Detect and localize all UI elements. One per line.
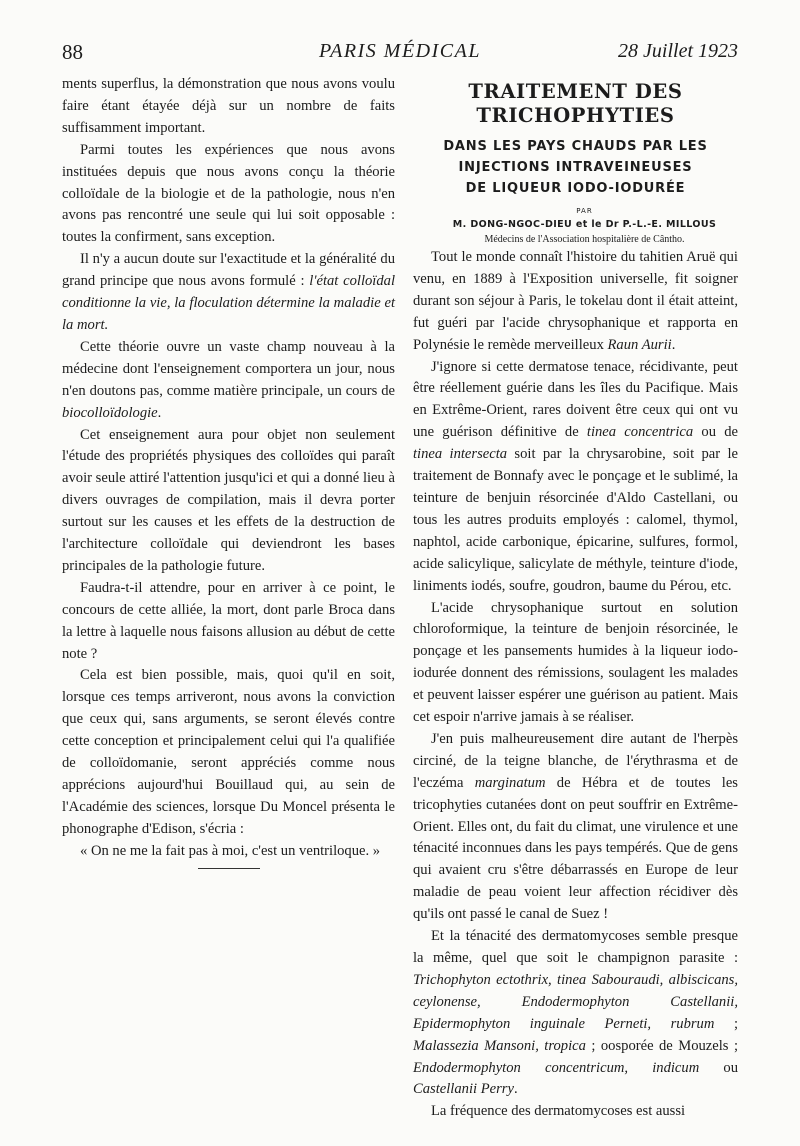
issue-date: 28 Juillet 1923 xyxy=(618,40,738,62)
byline-authors: M. DONG-NGOC-DIEU et le Dr P.-L.-E. MILLOUS xyxy=(452,219,717,230)
paragraph: ments superflus, la démonstration que nous avons voulu faire étant étayée déjà sur un nombre de faits suffisamment important. xyxy=(62,76,395,136)
byline-affiliation: Médecins de l'Association hospitalière de Cântho. xyxy=(484,234,685,245)
paragraph: Cela est bien possible, mais, quoi qu'il en soit, lorsque ces temps arriveront, nous avons la conviction que ceux qui, sans arguments, se seront élevés contre cette conception et principalement celui qui l'a qualifiée de colloïdomanie, seront appréciés comme nous apprécions aujourd'hui Bouillaud qui, au sein de l'Académie des sciences, lorsque Du Moncel présenta le phonographe d'Edison, s'écria : xyxy=(62,667,395,837)
paragraph: La fréquence des dermatomycoses est aussi xyxy=(431,1103,686,1120)
article-subtitle: DANS LES PAYS CHAUDS PAR LES INJECTIONS INTRAVEINEUSES DE LIQUEUR IODO-IODURÉE xyxy=(443,139,708,196)
paragraph: Tout le monde connaît l'histoire du tahitien Aruë qui venu, en 1889 à l'Exposition universelle, fit soigner durant son séjour à Paris, le tokelau dont il était atteint, fut guéri par l'acide chrysophanique et rapporta en Polynésie le remède merveilleux Raun Aurii. xyxy=(413,249,738,353)
left-column xyxy=(62,74,395,863)
paragraph: « On ne me la fait pas à moi, c'est un ventriloque. » xyxy=(80,842,381,859)
paragraph: J'ignore si cette dermatose tenace, récidivante, peut être réellement guérie dans les îles du Pacifique. Mais en Extrême-Orient, rares doivent être ceux qui ont vu une guérison définitive de tinea concentrica ou de tinea intersecta soit par la chrysarobine, soit par le traitement de Bonnafy avec le ponçage et le sublimé, la teinture de benjuin résorcinée d'Aldo Castellani, ou tous les autres produits employés : calomel, thymol, naphtol, acide carbonique, épicarine, sulfures, formol, acide salicylique, salicylate de méthyle, teinture d'iode, liniments iodés, soufre, goudron, baume du Pérou, etc. xyxy=(413,358,739,594)
paragraph: Parmi toutes les expériences que nous avons instituées depuis que nous avons conçu la théorie colloïdale de la biologie et de la pathologie, nous n'en avons pas rencontré une seule qui lui soit opposable : toutes la confirment, sans exception. xyxy=(62,141,395,246)
byline-par: PAR xyxy=(576,207,593,215)
page-number: 88 xyxy=(62,40,83,64)
article-title: TRAITEMENT DES TRICHOPHYTIES xyxy=(468,80,683,127)
running-header xyxy=(62,40,738,72)
right-column xyxy=(413,80,738,1123)
paragraph: Cet enseignement aura pour objet non seulement l'étude des propriétés physiques des colloïdes qui paraît avoir seule attiré l'attention jusqu'ici et qui a donné lieu à divers ouvrages de compilation, mais il devra porter surtout sur les causes et les effets de la destruction de l'architecture colloïdale qui deviendront les bases principales de la pathologie future. xyxy=(62,426,395,574)
paragraph: Il n'y a aucun doute sur l'exactitude et la généralité du grand principe que nous avons formulé : l'état colloïdal conditionne la vie, la floculation détermine la maladie et la mort. xyxy=(62,251,395,333)
paragraph: Et la ténacité des dermatomycoses semble presque la même, quel que soit le champignon parasite : Trichophyton ectothrix, tinea Sabouraudi, albiscicans, ceylonense, Endodermophyton Castellanii, Epidermophyton inguinale Perneti, rubrum ; Malassezia Mansoni, tropica ; oosporée de Mouzels ; Endodermophyton concentricum, indicum ou Castellanii Perry. xyxy=(413,928,738,1098)
paragraph: Faudra-t-il attendre, pour en arriver à ce point, le concours de cette alliée, la mort, dont parle Broca dans la lettre à laquelle nous faisons allusion au début de cette note ? xyxy=(62,579,395,662)
end-of-article-rule xyxy=(198,868,260,869)
paragraph: L'acide chrysophanique surtout en solution chloroformique, la teinture de benjoin résorcinée, le ponçage et les pansements humides à la liqueur iodo-iodurée donnent des rémissions, soulagent les malades et peuvent laisser espérer une guérison au patient. Mais cet espoir n'arrive jamais à se réaliser. xyxy=(413,599,738,726)
journal-title: PARIS MÉDICAL xyxy=(319,40,481,62)
principle-quote: l'état colloïdal conditionne la vie, la floculation détermine la maladie et la mort. xyxy=(62,273,395,333)
paragraph: J'en puis malheureusement dire autant de l'herpès circiné, de la teigne blanche, de l'érythrasma et de l'eczéma marginatum de Hébra et de toutes les tricophyties cutanées dont on peut souffrir en Extrême-Orient. Elles ont, du fait du climat, une virulence et une ténacité inconnues dans les pays tempérés. Que de gens qui avaient cru s'être débarrassés en Europe de leur maladie de peau voient leur affection récidiver dès qu'ils ont passé le canal de Suez ! xyxy=(413,730,738,923)
paragraph: Cette théorie ouvre un vaste champ nouveau à la médecine dont l'enseignement comportera un jour, nous n'en doutons pas, comme matière principale, un cours de biocolloïdologie. xyxy=(62,338,395,421)
